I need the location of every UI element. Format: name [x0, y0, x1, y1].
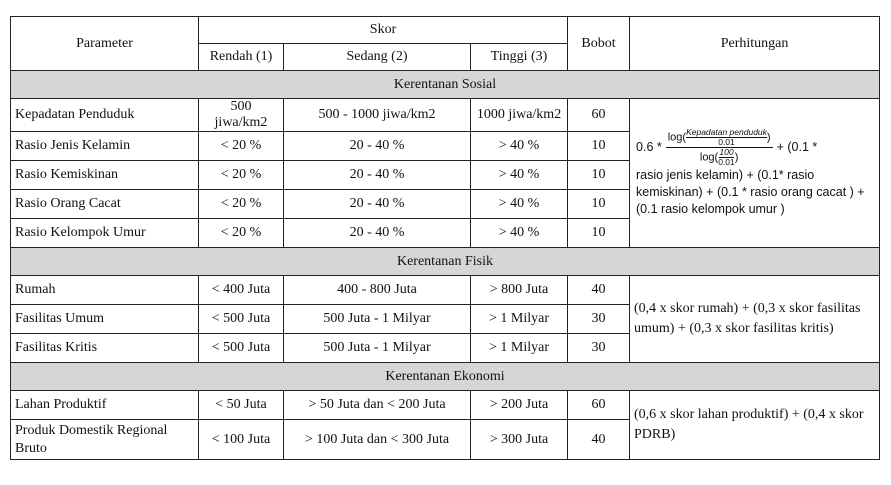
param-cell: Rumah [11, 276, 199, 305]
sedang-cell: > 100 Juta dan < 300 Juta [284, 420, 471, 460]
tinggi-cell: > 40 % [471, 161, 568, 190]
sedang-cell: 20 - 40 % [284, 161, 471, 190]
header-skor: Skor [199, 17, 568, 44]
rendah-cell: < 400 Juta [199, 276, 284, 305]
den-fraction [718, 148, 735, 167]
bobot-cell: 60 [568, 99, 630, 132]
table-row [11, 391, 880, 420]
sedang-cell: 500 - 1000 jiwa/km2 [284, 99, 471, 132]
bobot-cell: 10 [568, 219, 630, 248]
tinggi-cell: > 40 % [471, 219, 568, 248]
rendah-cell: < 20 % [199, 161, 284, 190]
param-cell: Lahan Produktif [11, 391, 199, 420]
section-row-sosial [11, 71, 880, 99]
log-den-close: ) [734, 151, 739, 164]
bobot-cell: 10 [568, 161, 630, 190]
formula-sosial [636, 128, 873, 167]
rendah-cell: < 100 Juta [199, 420, 284, 460]
tinggi-cell: > 1 Milyar [471, 334, 568, 363]
rendah-cell: < 20 % [199, 190, 284, 219]
table-row [11, 99, 880, 132]
tinggi-cell: 1000 jiwa/km2 [471, 99, 568, 132]
rendah-cell: < 500 Juta [199, 305, 284, 334]
den-den: 0.01 [718, 157, 735, 167]
header-tinggi: Tinggi (3) [471, 44, 568, 71]
param-cell: Rasio Kelompok Umur [11, 219, 199, 248]
bobot-cell: 10 [568, 132, 630, 161]
table-row [11, 276, 880, 305]
log-fraction [666, 128, 773, 167]
header-rendah: Rendah (1) [199, 44, 284, 71]
param-cell: Rasio Jenis Kelamin [11, 132, 199, 161]
bobot-cell: 40 [568, 420, 630, 460]
param-cell: Rasio Orang Cacat [11, 190, 199, 219]
header-parameter: Parameter [11, 17, 199, 71]
rendah-cell: 500 jiwa/km2 [199, 99, 284, 132]
section-row-fisik [11, 248, 880, 276]
header-perhitungan: Perhitungan [630, 17, 880, 71]
bobot-cell: 30 [568, 334, 630, 363]
calc-fisik: (0,4 x skor rumah) + (0,3 x skor fasilitas umum) + (0,3 x skor fasilitas kritis) [630, 276, 880, 363]
header-sedang: Sedang (2) [284, 44, 471, 71]
formula-prefix: 0.6 * [636, 140, 662, 154]
section-row-ekonomi [11, 363, 880, 391]
rendah-cell: < 500 Juta [199, 334, 284, 363]
log-den-open: log( [699, 151, 719, 164]
rendah-cell: < 50 Juta [199, 391, 284, 420]
density-den: 0.01 [718, 137, 735, 147]
bobot-cell: 60 [568, 391, 630, 420]
log-denominator [700, 148, 739, 167]
bobot-cell: 10 [568, 190, 630, 219]
tinggi-cell: > 800 Juta [471, 276, 568, 305]
tinggi-cell: > 300 Juta [471, 420, 568, 460]
sedang-cell: 500 Juta - 1 Milyar [284, 305, 471, 334]
formula-suffix: + (0.1 * [776, 140, 818, 154]
sedang-cell: 400 - 800 Juta [284, 276, 471, 305]
param-cell: Produk Domestik Regional Bruto [11, 420, 199, 460]
sedang-cell: 20 - 40 % [284, 132, 471, 161]
param-cell: Rasio Kemiskinan [11, 161, 199, 190]
calc-sosial [630, 99, 880, 248]
section-title-sosial: Kerentanan Sosial [11, 71, 880, 99]
formula-rest: rasio jenis kelamin) + (0.1* rasio kemiskinan) + (0.1 * rasio orang cacat ) + (0.1 rasio kelompok umur ) [636, 168, 865, 216]
sedang-cell: 500 Juta - 1 Milyar [284, 334, 471, 363]
sedang-cell: > 50 Juta dan < 200 Juta [284, 391, 471, 420]
log-open: log( [667, 131, 687, 144]
tinggi-cell: > 40 % [471, 190, 568, 219]
param-cell: Kepadatan Penduduk [11, 99, 199, 132]
rendah-cell: < 20 % [199, 219, 284, 248]
clipped-caption [0, 0, 891, 12]
density-fraction [686, 128, 767, 147]
sedang-cell: 20 - 40 % [284, 219, 471, 248]
calc-ekonomi: (0,6 x skor lahan produktif) + (0,4 x skor PDRB) [630, 391, 880, 460]
param-cell: Fasilitas Umum [11, 305, 199, 334]
density-num: Kepadatan penduduk [686, 127, 767, 137]
bobot-cell: 30 [568, 305, 630, 334]
section-title-fisik: Kerentanan Fisik [11, 248, 880, 276]
den-num: 100 [719, 147, 734, 157]
log-close: ) [766, 131, 771, 144]
rendah-cell: < 20 % [199, 132, 284, 161]
tinggi-cell: > 200 Juta [471, 391, 568, 420]
tinggi-cell: > 1 Milyar [471, 305, 568, 334]
vulnerability-table [10, 16, 880, 460]
param-cell: Fasilitas Kritis [11, 334, 199, 363]
section-title-ekonomi: Kerentanan Ekonomi [11, 363, 880, 391]
sedang-cell: 20 - 40 % [284, 190, 471, 219]
header-bobot: Bobot [568, 17, 630, 71]
tinggi-cell: > 40 % [471, 132, 568, 161]
bobot-cell: 40 [568, 276, 630, 305]
log-numerator [666, 128, 773, 148]
